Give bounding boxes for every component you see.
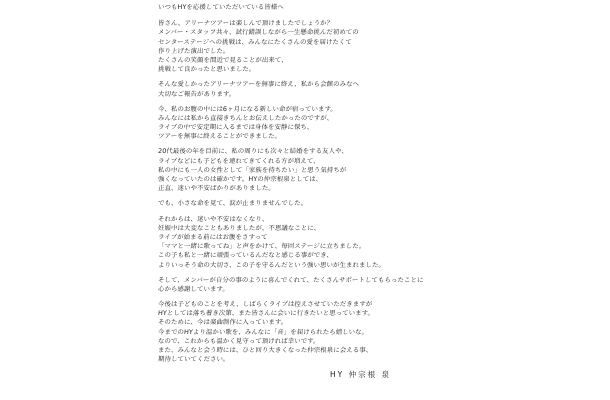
letter-line: みんなには私から直接きちんとお伝えしたかったのですが、 — [157, 113, 334, 122]
letter-line: ツアーを無事に終えることができました。 — [157, 132, 282, 141]
letter-paragraph — [158, 300, 458, 364]
letter-greeting — [158, 3, 458, 12]
letter-line: 皆さん、アリーナツアーは楽しんで頂けましたでしょうか？ — [157, 19, 334, 28]
letter-line: 強くなっていたのは確かです。HYの仲宗根泉としては、 — [157, 175, 323, 183]
letter-line: ライブなどにも子どもを連れてきてくれる方が増えて、 — [157, 156, 321, 165]
letter-line: ライブが始まる前にはお腹をさすって — [157, 232, 268, 241]
letter-line: 「ママと一緒に歌ってね」と声をかけて、毎回ステージに立ちました。 — [157, 242, 366, 251]
letter-line: そんな愛しかったアリーナツアーを無事に終え、私から会館のみなへ — [157, 80, 360, 89]
letter-line: 20代最後の年を目前に、私の周りにも次々と結婚をする友人や、 — [157, 147, 349, 156]
letter-line: メンバー・スタッフ共々、試行錯誤しながら一生懸命挑んだ初めての — [157, 28, 360, 37]
letter-line: 妊娠中は大変なこともありましたが、不思議なことに、 — [157, 223, 321, 232]
letter-line: よりいっそう命の大切さ、この子を守るんだという強い思いが生まれました。 — [157, 260, 386, 269]
letter-line: 今までのHYより温かい歌を、みんなに「音」を届けられたら嬉しいな。 — [157, 327, 369, 336]
letter-line: なので、これからも温かく見守って頂ければ幸いです。 — [157, 336, 320, 345]
letter-line: HYとしては落ち着き次第、また皆さんに会いに行きたいと思っています。 — [157, 309, 375, 318]
letter-line: 私の中にも一人の女性として「家族を持ちたい」と思う気持ちが — [157, 165, 347, 174]
letter-line: センターステージへの挑戦は、みんなにたくさんの愛を届けたくて — [157, 37, 353, 46]
letter-line: この子も私と一緒に頑張っているんだなと感じる事ができ、 — [157, 251, 334, 260]
letter-signature: HY 仲宗根 泉 — [330, 370, 391, 380]
letter-paragraph — [158, 147, 458, 193]
letter-paragraph — [158, 276, 458, 294]
letter-line: また、みんなと会う時には、ひと回り大きくなった仲宗根泉に会える事、 — [157, 346, 373, 354]
letter-paragraph — [158, 215, 458, 270]
letter-line: それからは、迷いや不安はなくなり、 — [157, 214, 269, 223]
letter-line: そのために、今は楽曲制作に入っています。 — [157, 318, 288, 327]
letter-line: 正直、迷いや不安ばかりがありました。 — [157, 184, 276, 193]
letter-line: たくさんの笑顔を間近で見ることが出来て、 — [157, 55, 289, 64]
letter-line: 心から感謝しています。 — [157, 284, 230, 293]
letter-line: でも、小さな命を見て、涙が止まりませんでした。 — [157, 199, 308, 208]
letter-paragraph — [158, 19, 458, 74]
letter-paragraph — [158, 105, 458, 142]
letter-paragraph — [158, 199, 458, 208]
letter-line: ライブの中で安定期に入るまでは身体を安静に保ち、 — [157, 123, 314, 132]
letter-line: 大切なご報告があります。 — [157, 89, 236, 98]
handwritten-letter — [158, 3, 458, 380]
letter-line: いつもHYを応援していただいている皆様へ — [157, 3, 285, 11]
letter-line: 挑戦して良かったと思いました。 — [157, 65, 256, 74]
letter-line: 今後は子どものことを考え、しばらくライブは控えさせていただきますが — [157, 300, 373, 309]
letter-line: 今、私のお腹の中には6ヶ月になる新しい命が宿っています。 — [157, 104, 338, 113]
letter-line: そして、メンバーが自分の事のように喜んでくれて、たくさんサポートしてもらったことに — [157, 275, 424, 284]
letter-line: 期待していてください。 — [157, 355, 230, 364]
letter-line: 作り上げた演出でした。 — [157, 46, 230, 55]
letter-paragraph — [158, 80, 458, 98]
